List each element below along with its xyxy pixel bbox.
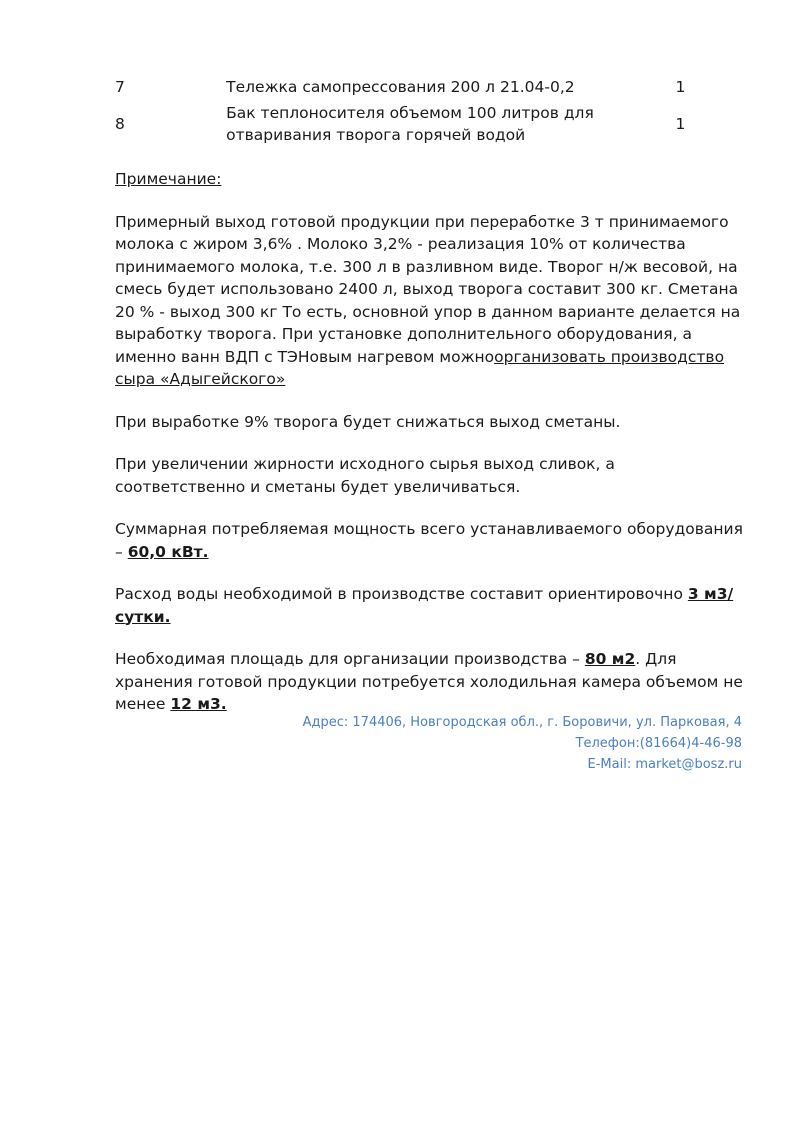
paragraph-text: Необходимая площадь для организации производства –: [115, 650, 585, 668]
adygei-cheese-link[interactable]: организовать производство сыра «Адыгейского»: [115, 347, 725, 388]
water-value: 3 м3/сутки.: [115, 585, 734, 626]
paragraph-text: . Для хранения готовой продукции потребуется холодильная камера объемом не менее: [115, 650, 743, 713]
power-value: 60,0 кВт.: [127, 542, 209, 561]
row-name: Тележка самопрессования 200 л 21.04-0,2: [226, 78, 575, 96]
note-paragraph-power: [115, 518, 745, 563]
table-row: [115, 74, 715, 100]
note-paragraph-fat: При увеличении жирности исходного сырья выход сливок, а соответственно и сметаны будет увеличиваться.: [115, 455, 615, 496]
document-body: [115, 74, 745, 736]
paragraph-text: Суммарная потребляемая мощность всего устанавливаемого оборудования –: [115, 520, 743, 561]
table-row: [115, 100, 715, 148]
footer-phone: Телефон:(81664)4-46-98: [575, 736, 742, 751]
chamber-volume-value: 12 м3.: [170, 695, 227, 713]
row-number: 7: [115, 78, 125, 96]
row-name: Бак теплоносителя объемом 100 литров для отваривания творога горячей водой: [226, 104, 594, 144]
paragraph-text: Примерный выход готовой продукции при переработке 3 т принимаемого молока с жиром 3,6% . Молоко 3,2% - реализация 10% от количества принимаемого молока, т.е. 300 л в разливном виде. Творог н/ж весовой, на смесь будет использовано 2400 л, выход творога составит 300 кг. Сметана 20 % - выход 300 кг То есть, основной упор в данном варианте делается на выработку творога. При установке дополнительного оборудования, а именно ванн ВДП с ТЭНовым нагревом можно: [115, 212, 741, 366]
area-value: 80 м2: [584, 650, 636, 668]
row-quantity: 1: [675, 78, 686, 96]
note-paragraph-output: [115, 211, 745, 391]
footer-email[interactable]: E-Mail: market@bosz.ru: [587, 757, 742, 772]
note-paragraph-sour-cream: При выработке 9% творога будет снижаться выход сметаны.: [115, 412, 621, 431]
note-paragraph-area: [115, 648, 745, 716]
note-paragraph-water: [115, 583, 745, 628]
paragraph-text: Расход воды необходимой в производстве составит ориентировочно: [115, 585, 688, 603]
equipment-table: [115, 74, 715, 148]
footer-address: Адрес: 174406, Новгородская обл., г. Боровичи, ул. Парковая, 4: [302, 715, 742, 730]
row-quantity: 1: [675, 115, 686, 133]
note-title: Примечание:: [115, 170, 222, 188]
row-number: 8: [115, 115, 125, 133]
contact-footer: [303, 712, 742, 775]
